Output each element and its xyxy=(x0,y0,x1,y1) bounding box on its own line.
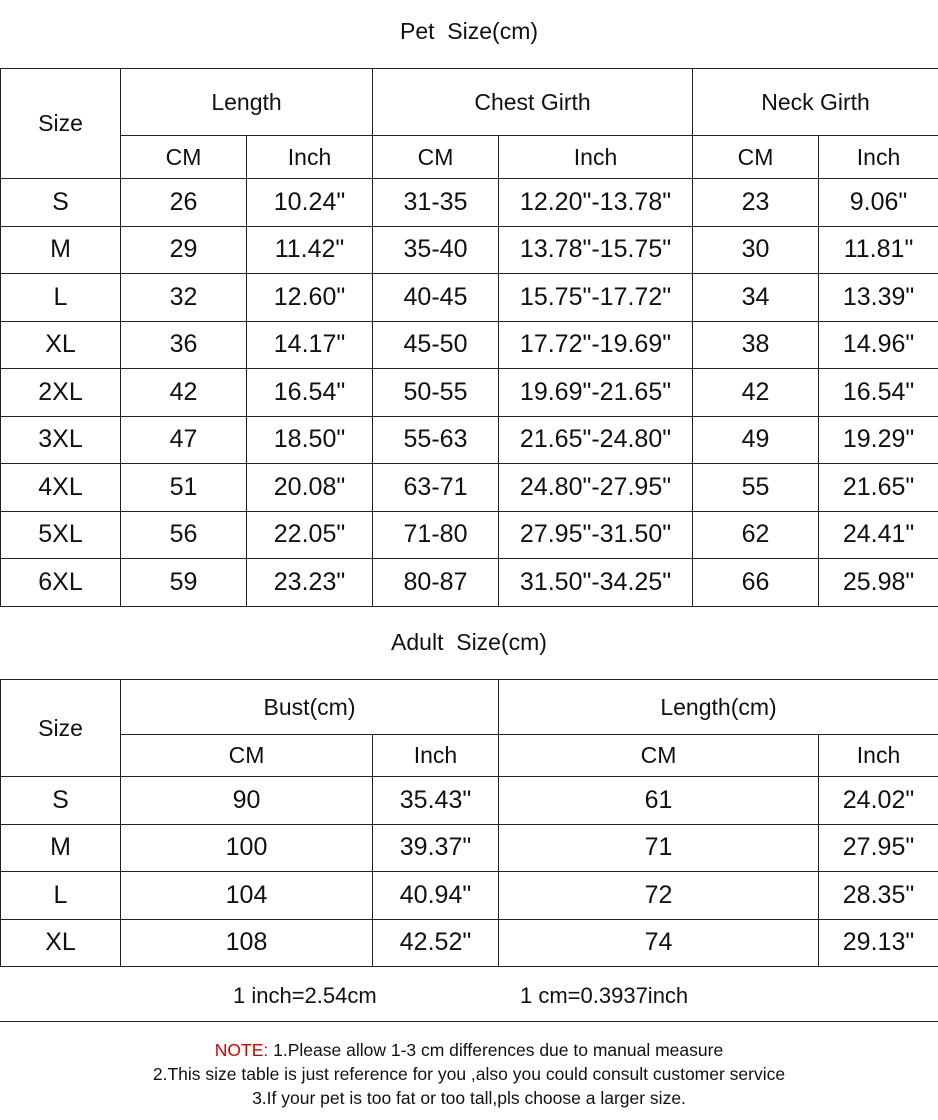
adult-value-cell: 42.52" xyxy=(373,919,499,967)
adult-value-cell: 108 xyxy=(121,919,373,967)
table-row xyxy=(1,872,938,920)
pet-value-cell: 10.24" xyxy=(247,179,373,227)
pet-size-cell: 6XL xyxy=(1,559,121,607)
pet-value-cell: 63-71 xyxy=(373,464,499,512)
pet-value-cell: 22.05" xyxy=(247,511,373,559)
pet-value-cell: 71-80 xyxy=(373,511,499,559)
pet-value-cell: 66 xyxy=(693,559,819,607)
pet-value-cell: 35-40 xyxy=(373,226,499,274)
adult-unit-header: CM xyxy=(121,735,373,777)
adult-value-cell: 90 xyxy=(121,777,373,825)
pet-value-cell: 30 xyxy=(693,226,819,274)
pet-value-cell: 21.65"-24.80" xyxy=(499,416,693,464)
adult-value-cell: 28.35" xyxy=(819,872,938,920)
adult-value-cell: 72 xyxy=(499,872,819,920)
pet-unit-header: Inch xyxy=(499,136,693,179)
pet-value-cell: 20.08" xyxy=(247,464,373,512)
pet-size-cell: M xyxy=(1,226,121,274)
adult-value-cell: 74 xyxy=(499,919,819,967)
adult-value-cell: 71 xyxy=(499,824,819,872)
pet-unit-header: CM xyxy=(693,136,819,179)
adult-size-header: Size xyxy=(1,680,121,777)
pet-value-cell: 31.50"-34.25" xyxy=(499,559,693,607)
adult-size-cell: S xyxy=(1,777,121,825)
adult-size-title: Adult Size(cm) xyxy=(391,629,547,655)
table-row xyxy=(1,511,938,559)
inch-to-cm-text: 1 inch=2.54cm xyxy=(233,983,377,1008)
pet-value-cell: 19.29" xyxy=(819,416,938,464)
pet-size-cell: 3XL xyxy=(1,416,121,464)
pet-value-cell: 11.81" xyxy=(819,226,938,274)
pet-value-cell: 24.41" xyxy=(819,511,938,559)
adult-value-cell: 61 xyxy=(499,777,819,825)
pet-size-cell: S xyxy=(1,179,121,227)
adult-value-cell: 29.13" xyxy=(819,919,938,967)
notes-section xyxy=(0,1038,938,1110)
pet-value-cell: 50-55 xyxy=(373,369,499,417)
pet-value-cell: 14.17" xyxy=(247,321,373,369)
pet-value-cell: 34 xyxy=(693,274,819,322)
pet-value-cell: 12.60" xyxy=(247,274,373,322)
note-line-3: 3.If your pet is too fat or too tall,pls choose a larger size. xyxy=(252,1088,686,1108)
pet-unit-header: CM xyxy=(121,136,247,179)
adult-size-table xyxy=(0,679,938,967)
pet-value-cell: 80-87 xyxy=(373,559,499,607)
pet-value-cell: 12.20"-13.78" xyxy=(499,179,693,227)
table-row xyxy=(1,919,938,967)
pet-value-cell: 19.69"-21.65" xyxy=(499,369,693,417)
adult-bust-header: Bust(cm) xyxy=(121,680,499,735)
adult-unit-header: Inch xyxy=(819,735,938,777)
adult-length-header: Length(cm) xyxy=(499,680,938,735)
pet-value-cell: 9.06" xyxy=(819,179,938,227)
table-row xyxy=(1,226,938,274)
pet-chest-girth-header: Chest Girth xyxy=(373,69,693,136)
pet-value-cell: 40-45 xyxy=(373,274,499,322)
pet-value-cell: 55-63 xyxy=(373,416,499,464)
pet-value-cell: 13.39" xyxy=(819,274,938,322)
pet-value-cell: 23 xyxy=(693,179,819,227)
table-row xyxy=(1,559,938,607)
pet-size-cell: 5XL xyxy=(1,511,121,559)
pet-value-cell: 59 xyxy=(121,559,247,607)
table-row xyxy=(1,321,938,369)
adult-size-cell: L xyxy=(1,872,121,920)
pet-unit-header: CM xyxy=(373,136,499,179)
table-row xyxy=(1,369,938,417)
pet-unit-header: Inch xyxy=(819,136,938,179)
pet-value-cell: 62 xyxy=(693,511,819,559)
note-line-1-text: 1.Please allow 1-3 cm differences due to manual measure xyxy=(268,1040,724,1060)
pet-value-cell: 31-35 xyxy=(373,179,499,227)
pet-size-cell: 2XL xyxy=(1,369,121,417)
pet-value-cell: 17.72"-19.69" xyxy=(499,321,693,369)
pet-value-cell: 16.54" xyxy=(819,369,938,417)
pet-value-cell: 23.23" xyxy=(247,559,373,607)
pet-value-cell: 42 xyxy=(121,369,247,417)
adult-value-cell: 100 xyxy=(121,824,373,872)
pet-value-cell: 14.96" xyxy=(819,321,938,369)
pet-value-cell: 16.54" xyxy=(247,369,373,417)
adult-size-cell: XL xyxy=(1,919,121,967)
adult-value-cell: 40.94" xyxy=(373,872,499,920)
pet-value-cell: 15.75"-17.72" xyxy=(499,274,693,322)
adult-unit-header: Inch xyxy=(373,735,499,777)
pet-value-cell: 55 xyxy=(693,464,819,512)
pet-size-cell: L xyxy=(1,274,121,322)
pet-neck-girth-header: Neck Girth xyxy=(693,69,938,136)
pet-value-cell: 26 xyxy=(121,179,247,227)
table-row xyxy=(1,824,938,872)
pet-value-cell: 21.65" xyxy=(819,464,938,512)
pet-value-cell: 49 xyxy=(693,416,819,464)
pet-value-cell: 38 xyxy=(693,321,819,369)
pet-value-cell: 24.80"-27.95" xyxy=(499,464,693,512)
pet-value-cell: 13.78"-15.75" xyxy=(499,226,693,274)
pet-value-cell: 42 xyxy=(693,369,819,417)
note-label: NOTE: xyxy=(214,1040,269,1060)
pet-size-title: Pet Size(cm) xyxy=(399,18,539,44)
table-row xyxy=(1,777,938,825)
pet-value-cell: 51 xyxy=(121,464,247,512)
pet-value-cell: 56 xyxy=(121,511,247,559)
table-row xyxy=(1,464,938,512)
note-line-2: 2.This size table is just reference for you ,also you could consult customer service xyxy=(152,1064,786,1084)
adult-value-cell: 104 xyxy=(121,872,373,920)
pet-value-cell: 36 xyxy=(121,321,247,369)
cm-to-inch-text: 1 cm=0.3937inch xyxy=(520,983,689,1008)
adult-value-cell: 24.02" xyxy=(819,777,938,825)
pet-value-cell: 45-50 xyxy=(373,321,499,369)
adult-value-cell: 27.95" xyxy=(819,824,938,872)
pet-size-cell: XL xyxy=(1,321,121,369)
adult-value-cell: 35.43" xyxy=(373,777,499,825)
pet-size-header: Size xyxy=(1,69,121,179)
pet-value-cell: 32 xyxy=(121,274,247,322)
adult-units-row xyxy=(1,735,938,777)
pet-size-table xyxy=(0,68,938,607)
pet-value-cell: 18.50" xyxy=(247,416,373,464)
pet-value-cell: 27.95"-31.50" xyxy=(499,511,693,559)
pet-value-cell: 47 xyxy=(121,416,247,464)
table-row xyxy=(1,416,938,464)
adult-size-cell: M xyxy=(1,824,121,872)
table-row xyxy=(1,274,938,322)
table-row xyxy=(1,179,938,227)
pet-value-cell: 11.42" xyxy=(247,226,373,274)
note-line-1 xyxy=(0,1038,938,1062)
adult-value-cell: 39.37" xyxy=(373,824,499,872)
pet-value-cell: 29 xyxy=(121,226,247,274)
pet-size-cell: 4XL xyxy=(1,464,121,512)
pet-units-row xyxy=(1,136,938,179)
unit-conversion-bar xyxy=(0,966,938,1022)
adult-unit-header: CM xyxy=(499,735,819,777)
pet-length-header: Length xyxy=(121,69,373,136)
pet-value-cell: 25.98" xyxy=(819,559,938,607)
pet-unit-header: Inch xyxy=(247,136,373,179)
